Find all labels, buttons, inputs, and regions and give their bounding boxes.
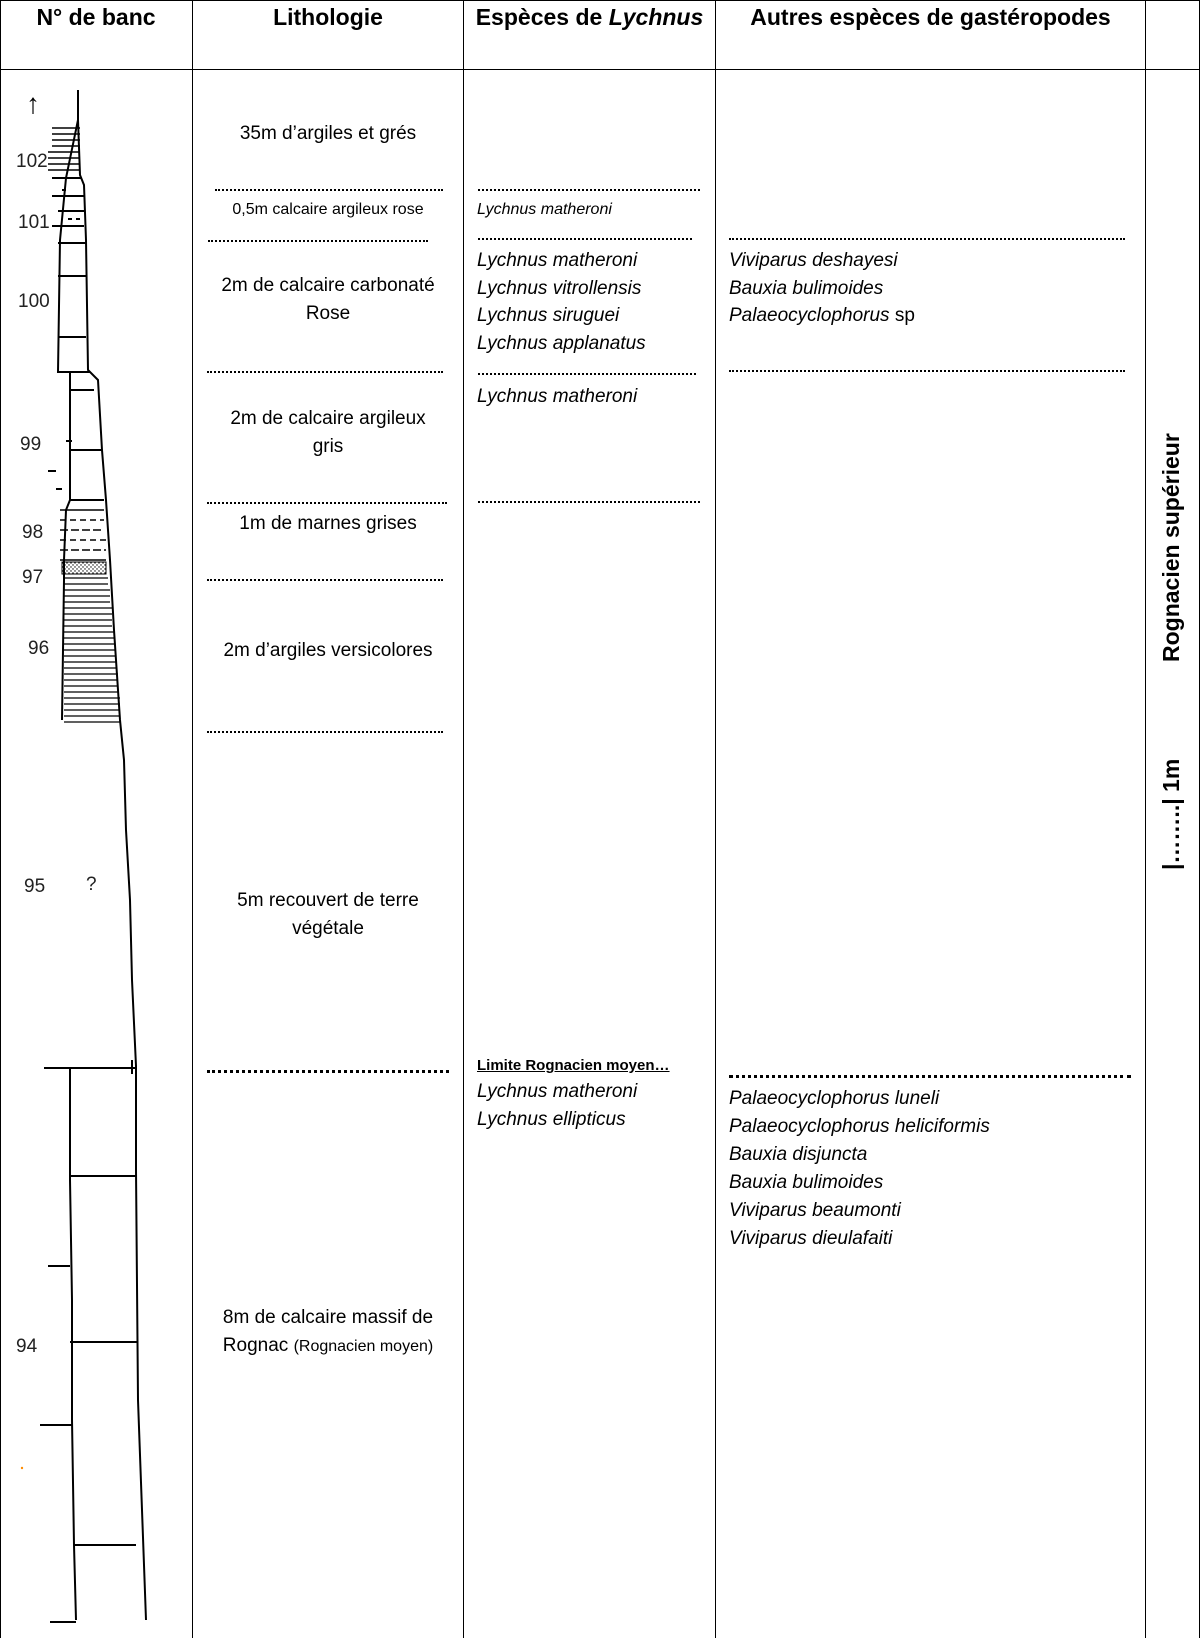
lith-divider	[207, 731, 443, 733]
lychnus-bed94-1: Lychnus matheroni	[477, 1081, 638, 1102]
lith-2m-carbonate: 2m de calcaire carbonaté	[221, 275, 435, 296]
header-banc: N° de banc	[36, 4, 156, 30]
header-lychnus-prefix: Espèces de	[475, 4, 609, 30]
lith-2m-argileux: 2m de calcaire argileux	[230, 408, 426, 429]
autres-bed100-3-genus: Palaeocyclophorus	[729, 305, 890, 326]
banc-99: 99	[20, 434, 42, 455]
lychnus-bed100-1: Lychnus matheroni	[477, 250, 638, 271]
lychnus-bed101: Lychnus matheroni	[477, 201, 612, 218]
lith-rognac: Rognac	[222, 1335, 289, 1356]
lychnus-divider	[478, 238, 692, 240]
lith-8m-2	[193, 1332, 463, 1361]
autres-bed100-3-suffix: sp	[889, 305, 915, 326]
lith-2m-argiles: 2m d’argiles versicolores	[223, 640, 433, 661]
banc-97: 97	[22, 567, 44, 588]
lychnus-bed100-3: Lychnus siruguei	[477, 305, 620, 326]
header-lychnus	[464, 4, 715, 31]
autres-bed94-6: Viviparus dieulafaiti	[729, 1228, 893, 1249]
lith-divider	[207, 502, 447, 504]
autres-divider-limit	[729, 1075, 1131, 1078]
lith-divider	[215, 189, 443, 191]
banc-98: 98	[22, 522, 44, 543]
lith-0-5m: 0,5m calcaire argileux rose	[232, 201, 424, 218]
header-autres: Autres espèces de gastéropodes	[750, 4, 1111, 30]
lychnus-divider	[478, 373, 696, 375]
banc-95: 95	[24, 876, 46, 897]
autres-bed94-3: Bauxia disjuncta	[729, 1144, 868, 1165]
lith-divider	[207, 579, 443, 581]
lychnus-divider	[478, 501, 700, 503]
lychnus-bed99: Lychnus matheroni	[477, 386, 638, 407]
banc-102: 102	[16, 151, 48, 172]
lychnus-limit-label: Limite Rognacien moyen…	[477, 1057, 670, 1074]
lith-2m-argileux-2: gris	[312, 436, 344, 457]
autres-bed100-1: Viviparus deshayesi	[729, 250, 898, 271]
banc-100: 100	[18, 291, 50, 312]
lith-divider-limit	[207, 1070, 449, 1073]
banc-95-question: ?	[86, 874, 97, 895]
up-arrow-icon: ↑	[26, 88, 40, 119]
autres-bed94-2: Palaeocyclophorus heliciformis	[729, 1116, 990, 1137]
autres-bed100-2: Bauxia bulimoides	[729, 278, 884, 299]
lith-1m-marnes: 1m de marnes grises	[239, 513, 417, 534]
lith-8m: 8m de calcaire massif de	[222, 1307, 434, 1328]
autres-bed94-5: Viviparus beaumonti	[729, 1200, 901, 1221]
lychnus-bed94-2: Lychnus ellipticus	[477, 1109, 626, 1130]
lychnus-bed100-4: Lychnus applanatus	[477, 333, 646, 354]
autres-bed100-3	[729, 302, 915, 330]
lith-5m-2: végétale	[292, 918, 364, 939]
scale-bar: |……..| 1m	[1158, 758, 1184, 870]
header-lychnus-genus: Lychnus	[608, 4, 704, 30]
autres-bed94-1: Palaeocyclophorus luneli	[729, 1088, 940, 1109]
banc-101: 101	[18, 212, 50, 233]
lith-2m-carbonate-2: Rose	[305, 303, 351, 324]
lychnus-divider	[478, 189, 700, 191]
header-lithologie: Lithologie	[273, 4, 383, 30]
lith-divider	[207, 371, 443, 373]
autres-divider	[729, 238, 1125, 240]
banc-94: 94	[16, 1336, 38, 1357]
autres-bed94-4: Bauxia bulimoides	[729, 1172, 884, 1193]
lith-5m: 5m recouvert de terre	[237, 890, 419, 911]
autres-divider	[729, 370, 1125, 372]
lychnus-bed100-2: Lychnus vitrollensis	[477, 278, 642, 299]
banc-96: 96	[28, 638, 50, 659]
lith-35m: 35m d’argiles et grés	[239, 123, 417, 144]
lith-divider	[208, 240, 428, 242]
stage-label: Rognacien supérieur	[1158, 433, 1184, 662]
lith-rognacien-moyen: (Rognacien moyen)	[293, 1338, 434, 1355]
